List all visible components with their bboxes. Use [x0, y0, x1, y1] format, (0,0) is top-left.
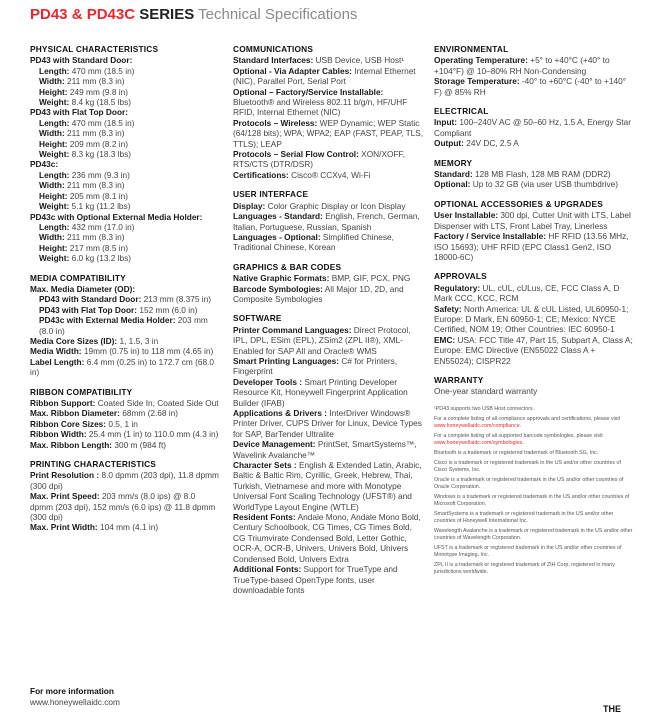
section-heading: COMMUNICATIONS	[233, 44, 314, 54]
spec-row	[233, 377, 425, 408]
footnote	[434, 545, 634, 559]
spec-row	[30, 284, 220, 294]
spec-value: 470 mm (18.5 in)	[71, 65, 135, 76]
spec-row	[434, 386, 634, 396]
spec-value: 8.4 kg (18.5 lbs)	[71, 97, 132, 108]
spec-label: Output:	[434, 138, 464, 149]
spec-row	[30, 201, 220, 211]
spec-label: Protocols – Wireless:	[233, 117, 318, 128]
spec-row	[233, 356, 425, 377]
spec-value: BMP, GIF, PCX, PNG	[331, 273, 411, 284]
spec-value: C# for Printers, Fingerprint	[233, 355, 398, 377]
footnote-text: Windows is a trademark or registered trademark in the US and/or other countries of Microsoft Corporation.	[434, 493, 630, 507]
spec-row	[30, 170, 220, 180]
spec-label: Device Management:	[233, 439, 316, 450]
spec-row	[30, 149, 220, 159]
section-graphics-bar-codes	[233, 262, 425, 305]
spec-label: Input:	[434, 117, 458, 128]
section-heading: ELECTRICAL	[434, 106, 489, 117]
spec-row	[30, 159, 220, 169]
spec-label: Factory / Service Installable:	[434, 231, 547, 242]
spec-row	[30, 191, 220, 201]
spec-row	[30, 357, 220, 378]
title-model: PD43 & PD43C	[30, 6, 136, 23]
spec-label: PD43c with Optional External Media Holder:	[30, 211, 203, 222]
footnote-link[interactable]: www.honeywellaidc.com/compliance.	[434, 422, 522, 429]
footnote-text: Bluetooth is a trademark or registered trademark of Bluetooth SG, Inc.	[434, 449, 599, 456]
spec-value: Simplified Chinese, Traditional Chinese, Korean	[233, 231, 394, 253]
footnote-text: For a complete listing of all supported barcode symbologies, please visit	[434, 432, 603, 439]
spec-value: UL, cUL, cULus, CE, FCC Class A, D Mark CCC, KCC, RCM	[434, 282, 620, 304]
spec-label: Optional – Factory/Service Installable:	[233, 86, 384, 97]
spec-label: Barcode Symbologies:	[233, 283, 323, 294]
footnote	[434, 511, 634, 525]
spec-label: PD43c with External Media Holder:	[39, 315, 176, 326]
spec-value: 100–240V AC @ 50–60 Hz, 1.5 A, Energy Star Compliant	[434, 117, 632, 138]
spec-value: 205 mm (8.1 in)	[69, 190, 128, 201]
spec-row	[30, 139, 220, 149]
spec-value: InterDriver Windows® Printer Driver, CUPS Driver for Linux, Device Types for SAP, BarTender Ultralite	[233, 408, 422, 439]
spec-row	[434, 231, 634, 262]
spec-value: All Major 1D, 2D, and Composite Symbologies	[233, 283, 404, 304]
spec-row	[30, 440, 220, 450]
spec-row	[233, 564, 425, 595]
spec-row	[30, 253, 220, 263]
spec-label: Length:	[39, 221, 70, 232]
spec-label: Resident Fonts:	[233, 512, 296, 523]
spec-value: One-year standard warranty	[434, 386, 538, 397]
spec-row	[233, 211, 425, 232]
spec-row	[30, 408, 220, 418]
spec-label: Ribbon Support:	[30, 398, 96, 408]
section-environmental	[434, 44, 634, 97]
spec-row	[30, 97, 220, 107]
footnotes	[434, 406, 634, 576]
spec-column-1	[30, 44, 220, 542]
spec-label: Weight:	[39, 201, 70, 212]
spec-row	[30, 87, 220, 97]
footnote	[434, 477, 634, 491]
spec-value: 203 mm (8.0 in)	[39, 315, 208, 336]
spec-value: 217 mm (8.5 in)	[69, 242, 128, 253]
spec-label: Native Graphic Formats:	[233, 273, 330, 284]
spec-row	[233, 325, 425, 356]
spec-value: 432 mm (17.0 in)	[71, 221, 135, 232]
spec-label: Height:	[39, 138, 68, 149]
section-heading: OPTIONAL ACCESSORIES & UPGRADES	[434, 198, 603, 209]
section-heading: ENVIRONMENTAL	[434, 44, 509, 54]
section-optional-accessories-upgrades	[434, 199, 634, 262]
spec-label: Developer Tools :	[233, 376, 303, 387]
spec-value: English, French, German, Italian, Portuguese, Russian, Spanish	[233, 211, 420, 232]
spec-value: 6.0 kg (13.2 lbs)	[71, 253, 132, 264]
spec-label: Languages - Optional:	[233, 231, 321, 242]
spec-row	[233, 460, 425, 512]
spec-value: Up to 32 GB (via user USB thumbdrive)	[472, 179, 618, 190]
spec-label: Max. Ribbon Diameter:	[30, 408, 120, 419]
spec-label: Max. Media Diameter (OD):	[30, 283, 136, 294]
spec-row	[233, 439, 425, 460]
spec-value: Andale Mono, Andale Mono Bold, Century Schoolbook, CG Times, CG Times Bold, CG Triumvirate Condensed Bold, Letter Gothic, OCR-A, OCR-B, Univers, Univers Bold, Univers Condensed Bold, Univers Extra	[233, 512, 421, 564]
spec-value: Smart Printing Developer Resource Kit, Honeywell Fingerprint Application Builder (IFAB)	[233, 376, 408, 408]
section-heading: MEMORY	[434, 157, 473, 168]
spec-row	[30, 429, 220, 439]
spec-label: Weight:	[39, 253, 70, 264]
corner-text: THE	[603, 704, 621, 714]
spec-row	[30, 346, 220, 356]
spec-label: Print Resolution :	[30, 470, 100, 481]
spec-label: PD43 with Flat Top Door:	[39, 304, 138, 315]
spec-label: Width:	[39, 76, 65, 87]
spec-label: Operating Temperature:	[434, 55, 528, 66]
spec-label: PD43 with Standard Door:	[30, 55, 133, 66]
spec-row	[233, 273, 425, 283]
spec-value: 25.4 mm (1 in) to 110.0 mm (4.3 in)	[88, 429, 219, 440]
spec-value: Coated Side In, Coated Side Out	[97, 398, 219, 408]
section-user-interface	[233, 189, 425, 252]
spec-value: 68mm (2.68 in)	[122, 408, 179, 419]
spec-value: 211 mm (8.3 in)	[67, 76, 125, 87]
spec-row	[233, 201, 425, 211]
section-heading: WARRANTY	[434, 374, 484, 385]
spec-row	[434, 283, 634, 304]
spec-row	[30, 232, 220, 242]
spec-value: 8.3 kg (18.3 lbs)	[71, 149, 132, 160]
spec-row	[434, 55, 634, 76]
spec-value: Internal Ethernet (NIC), Parallel Port, Serial Port	[233, 65, 416, 87]
spec-value: 300 m (984 ft)	[114, 439, 167, 450]
spec-row	[30, 66, 220, 76]
footnote	[434, 433, 634, 447]
spec-label: Storage Temperature:	[434, 76, 520, 87]
title-series: SERIES	[139, 6, 195, 23]
spec-value: -40° to +60°C (-40° to +140° F) @ 85% RH	[434, 76, 627, 97]
section-warranty	[434, 375, 634, 397]
spec-label: User Installable:	[434, 210, 499, 221]
spec-label: Max. Print Speed:	[30, 491, 100, 502]
spec-label: Label Length:	[30, 356, 85, 367]
spec-value: 300 dpi, Cutter Unit with LTS, Label Dispenser with LTS, Front Label Tray, Linerless	[434, 210, 631, 231]
spec-row	[30, 76, 220, 86]
spec-label: Weight:	[39, 149, 70, 160]
spec-label: Standard Interfaces:	[233, 55, 314, 66]
footer-url-link[interactable]: www.honeywellaidc.com	[30, 697, 120, 707]
footnote	[434, 494, 634, 508]
spec-value: 209 mm (8.2 in)	[69, 138, 128, 149]
spec-label: Max. Print Width:	[30, 522, 98, 533]
footnote-link[interactable]: www.honeywellaidc.com/symbologies.	[434, 439, 524, 446]
spec-value: WEP Dynamic; WEP Static (64/128 bits); WPA; WPA2; EAP (FAST, PEAP, TLS, TTLS); LEAP	[233, 117, 424, 149]
spec-label: Safety:	[434, 303, 462, 314]
section-memory	[434, 158, 634, 190]
spec-label: PD43 with Standard Door:	[39, 294, 142, 305]
spec-label: Height:	[39, 190, 68, 201]
spec-value: North America: UL & cUL Listed, UL60950-1; Europe: D Mark, EN 60950-1; CE; Mexico: NYCE Certified, NOM 19; Other Countries: IEC 60950-1	[434, 303, 629, 335]
spec-row	[233, 170, 425, 180]
section-heading: APPROVALS	[434, 271, 487, 282]
spec-row	[30, 118, 220, 128]
footnote	[434, 416, 634, 430]
footnote-text: ZPL II is a trademark or registered trademark of ZIH Corp, registered in many jurisdictions worldwide.	[434, 561, 615, 575]
spec-row	[233, 284, 425, 305]
spec-row	[233, 55, 425, 65]
spec-value: 1, 1.5, 3 in	[119, 335, 159, 346]
section-heading: PHYSICAL CHARACTERISTICS	[30, 44, 159, 54]
spec-row	[30, 470, 220, 491]
spec-row	[434, 76, 634, 97]
footer	[30, 686, 120, 708]
spec-value: 104 mm (4.1 in)	[100, 522, 159, 533]
spec-value: English & Extended Latin, Arabic, Baltic & Baltic Rim, Cyrillic, Greek, Hebrew, Thai, Turkish, Vietnamese and more with Monotype Universal Font Scaling Technology (UFST®) and WorldType Layout Engine (WTLE)	[233, 460, 422, 512]
footnote-text: Cisco is a trademark or registered trademark in the US and/or other countries of Cisco Systems, Inc.	[434, 459, 621, 473]
spec-row	[233, 232, 425, 253]
page-title	[30, 6, 357, 23]
spec-value: Cisco® CCXv4, Wi-Fi	[291, 169, 371, 180]
spec-value: USB Device, USB Host¹	[315, 55, 405, 66]
section-heading: SOFTWARE	[233, 313, 282, 324]
spec-row	[434, 335, 634, 366]
spec-value: Color Graphic Display or Icon Display	[267, 200, 406, 211]
spec-label: Length:	[39, 117, 70, 128]
spec-row	[233, 118, 425, 149]
spec-row	[30, 398, 220, 408]
spec-label: PD43c:	[30, 159, 59, 170]
spec-label: Smart Printing Languages:	[233, 355, 340, 366]
spec-label: Ribbon Width:	[30, 429, 87, 440]
spec-row	[30, 294, 220, 304]
spec-row	[30, 55, 220, 65]
spec-row	[30, 212, 220, 222]
section-heading: MEDIA COMPATIBILITY	[30, 272, 126, 283]
spec-label: Protocols – Serial Flow Control:	[233, 149, 359, 160]
section-heading: RIBBON COMPATIBILITY	[30, 386, 133, 397]
spec-value: 19mm (0.75 in) to 118 mm (4.65 in)	[83, 346, 214, 357]
spec-row	[233, 512, 425, 564]
spec-row	[30, 336, 220, 346]
footnote	[434, 450, 634, 457]
spec-row	[30, 491, 220, 522]
section-physical-characteristics	[30, 44, 220, 264]
spec-row	[30, 419, 220, 429]
spec-label: Certifications:	[233, 169, 289, 180]
section-ribbon-compatibility	[30, 387, 220, 450]
spec-column-2	[233, 44, 425, 604]
spec-label: Optional - Via Adapter Cables:	[233, 65, 352, 76]
spec-row	[30, 128, 220, 138]
spec-row	[434, 169, 634, 179]
spec-row	[434, 304, 634, 335]
spec-row	[30, 522, 220, 532]
spec-row	[233, 66, 425, 87]
section-heading: GRAPHICS & BAR CODES	[233, 261, 342, 272]
spec-row	[434, 179, 634, 189]
spec-row	[434, 210, 634, 231]
section-approvals	[434, 271, 634, 366]
spec-value: Support for TrueType and TrueType-based OpenType fonts, user downloadable fonts	[233, 564, 398, 595]
spec-label: EMC:	[434, 334, 456, 345]
spec-row	[30, 243, 220, 253]
spec-label: Languages - Standard:	[233, 211, 323, 222]
spec-value: USA: FCC Title 47, Part 15, Subpart A, Class A; Europe: EMC Directive (EN55022 Class A + EN55024); CISPR22	[434, 334, 633, 366]
spec-value: 236 mm (9.3 in)	[71, 169, 130, 180]
spec-label: Max. Ribbon Length:	[30, 439, 113, 450]
spec-value: 203 mm/s (8.0 ips) @ 8.0 dpmm (203 dpi), 152 mm/s (6.0 ips) @ 11.8 dpmm (300 dpi)	[30, 491, 216, 523]
section-electrical	[434, 106, 634, 149]
spec-label: Height:	[39, 242, 68, 253]
spec-row	[434, 138, 634, 148]
spec-value: 0.5, 1 in	[108, 418, 138, 429]
spec-value: HF RFID (13.56 MHz, ISO 15693); UHF RFID (EPC Class1 Gen2, ISO 18000-6C)	[434, 231, 629, 262]
spec-value: 24V DC, 2.5 A	[466, 138, 519, 149]
footnote-text: Oracle is a trademark or registered trademark in the US and/or other countries of Oracle Corporation.	[434, 476, 624, 490]
spec-label: PD43 with Flat Top Door:	[30, 107, 129, 118]
spec-label: Additional Fonts:	[233, 564, 302, 575]
footnote-text: ¹PD43 supports two USB Host connectors.	[434, 405, 535, 412]
footnote-text: For a complete listing of all compliance approvals and certifications, please visit	[434, 415, 621, 422]
spec-value: PrintSet, SmartSystems™, Wavelink Avalanche™	[233, 439, 417, 460]
spec-label: Width:	[39, 232, 65, 243]
spec-label: Standard:	[434, 169, 473, 180]
spec-row	[233, 87, 425, 118]
section-software	[233, 313, 425, 595]
spec-label: Character Sets :	[233, 460, 297, 471]
spec-column-3	[434, 44, 634, 579]
spec-value: 211 mm (8.3 in)	[67, 128, 125, 139]
section-media-compatibility	[30, 273, 220, 378]
spec-label: Width:	[39, 180, 65, 191]
spec-label: Media Width:	[30, 346, 82, 357]
spec-value: 6.4 mm (0.25 in) to 172.7 cm (68.0 in)	[30, 356, 214, 378]
spec-value: Bluetooth® and Wireless 802.11 b/g/n, HF/UHF RFID, Internal Ethernet (NIC)	[233, 97, 408, 118]
spec-value: 8.0 dpmm (203 dpi), 11.8 dpmm (300 dpi)	[30, 470, 219, 491]
spec-label: Regulatory:	[434, 282, 481, 293]
footnote	[434, 406, 634, 413]
spec-row	[30, 222, 220, 232]
spec-value: XON/XOFF, RTS/CTS (DTR/DSR)	[233, 149, 405, 170]
section-heading: PRINTING CHARACTERISTICS	[30, 459, 157, 470]
spec-label: Applications & Drivers :	[233, 408, 328, 418]
spec-row	[434, 117, 634, 138]
spec-row	[30, 107, 220, 117]
spec-label: Weight:	[39, 97, 70, 108]
spec-row	[30, 305, 220, 315]
footnote	[434, 460, 634, 474]
spec-row	[233, 408, 425, 439]
section-printing-characteristics	[30, 459, 220, 533]
spec-label: Length:	[39, 65, 70, 76]
spec-row	[233, 149, 425, 170]
spec-label: Ribbon Core Sizes:	[30, 418, 107, 429]
section-communications	[233, 44, 425, 180]
section-heading: USER INTERFACE	[233, 189, 309, 200]
footnote	[434, 562, 634, 576]
spec-label: Width:	[39, 128, 65, 139]
footnote-text: Wavelength Avalanche is a trademark or registered trademark in the US and/or other countries of Wavelength Corporation.	[434, 527, 633, 541]
spec-label: Media Core Sizes (ID):	[30, 335, 118, 346]
spec-label: Optional:	[434, 179, 471, 190]
spec-row	[30, 180, 220, 190]
spec-value: 213 mm (8.375 in)	[143, 294, 211, 305]
footer-heading: For more information	[30, 686, 114, 696]
spec-value: 152 mm (6.0 in)	[139, 304, 198, 315]
spec-label: Height:	[39, 86, 68, 97]
spec-row	[30, 315, 220, 336]
spec-label: Display:	[233, 200, 266, 211]
spec-value: 5.1 kg (11.2 lbs)	[71, 201, 131, 212]
spec-value: 249 mm (9.8 in)	[69, 86, 128, 97]
footnote	[434, 528, 634, 542]
footnote-text: UFST is a trademark or registered trademark in the US and/or other countries of Monotype Imaging, Inc.	[434, 544, 622, 558]
spec-value: 128 MB Flash, 128 MB RAM (DDR2)	[475, 169, 611, 180]
spec-value: Direct Protocol, IPL, DPL, ESim (EPL), ZSim2 (ZPL II®), XML-Enabled for SAP All and Oracle® WMS	[233, 324, 411, 356]
footnote-text: SmartSystems is a trademark or registered trademark in the US and/or other countries of Honeywell International Inc.	[434, 510, 614, 524]
spec-label: Length:	[39, 169, 70, 180]
spec-value: 211 mm (8.3 in)	[67, 180, 125, 191]
title-subtitle: Technical Specifications	[198, 6, 358, 23]
spec-value: 211 mm (8.3 in)	[67, 232, 125, 243]
spec-label: Printer Command Languages:	[233, 324, 352, 335]
spec-value: +5° to +40°C (+40° to +104°F) @ 10–80% RH Non-Condensing	[434, 55, 610, 76]
spec-value: 470 mm (18.5 in)	[71, 117, 135, 128]
